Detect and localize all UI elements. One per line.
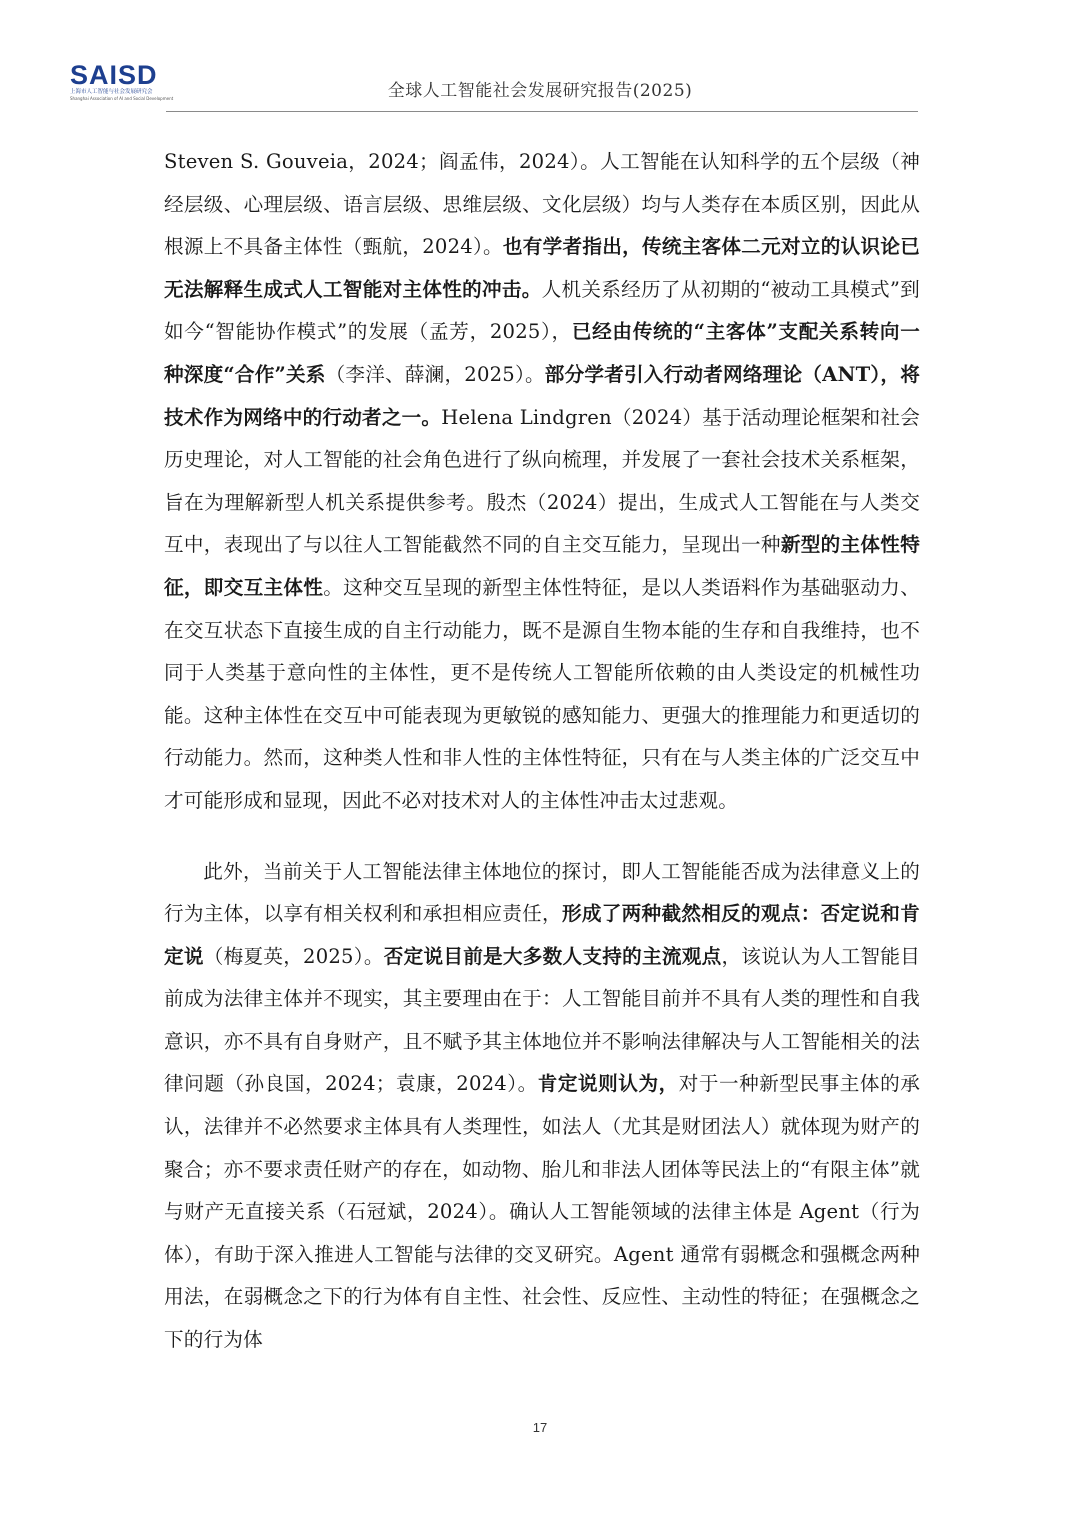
emphasis-text: 部分学者引入行动者网络理论（ANT），将技术作为网络中的行动者之一。	[164, 362, 920, 429]
emphasis-text: 形成了两种截然相反的观点：否定说和肯定说	[164, 902, 920, 968]
emphasis-text: 否定说目前是大多数人支持的主流观点	[383, 944, 722, 968]
header-divider	[166, 111, 918, 112]
saisd-logo	[70, 60, 174, 104]
body-text: ，该说认为人工智能目前成为法律主体并不现实，其主要理由在于：人工智能目前并不具有人类的理性和自我意识，亦不具有自身财产，且不赋予其主体地位并不影响法律解决与人工智能相关的法律问题（孙良国，2024；袁康，2024）。	[164, 944, 921, 1096]
page-body	[164, 141, 920, 1362]
body-text: Helena Lindgren（2024）基于活动理论框架和社会历史理论，对人工智能的社会角色进行了纵向梳理，并发展了一套社会技术关系框架，旨在为理解新型人机关系提供参考。殷杰（2024）提出，生成式人工智能在与人类交互中，表现出了与以往人工智能截然不同的自主交互能力，呈现出一种	[164, 405, 920, 557]
emphasis-text: 新型的主体性特征，即交互主体性	[164, 533, 920, 599]
body-text: （梅夏英，2025）。	[203, 944, 384, 968]
logo-subtitle-en: Shanghai Association of AI and Social Development	[70, 96, 174, 101]
body-paragraph-1	[164, 141, 920, 823]
body-text: 对于一种新型民事主体的承认，法律并不必然要求主体具有人类理性，如法人（尤其是财团法人）就体现为财产的聚合；亦不要求责任财产的存在，如动物、胎儿和非法人团体等民法上的“有限主体”就与财产无直接关系（石冠斌，2024）。确认人工智能领域的法律主体是 Agent（行为体），有助于深入推进人工智能与法律的交叉研究。Agent 通常有弱概念和强概念两种用法，在弱概念之下的行为体有自主性、社会性、反应性、主动性的特征；在强概念之下的行为体	[164, 1072, 920, 1352]
page-header	[0, 0, 1080, 120]
body-paragraph-2	[164, 851, 920, 1362]
body-text: （李洋、薛澜，2025）。	[325, 362, 545, 386]
emphasis-text: 也有学者指出，传统主客体二元对立的认识论已无法解释生成式人工智能对主体性的冲击。	[164, 235, 920, 301]
logo-subtitle: 上海市人工智能与社会发展研究会	[70, 89, 153, 95]
paragraph-gap	[164, 823, 920, 851]
body-text: 此外，当前关于人工智能法律主体地位的探讨，即人工智能能否成为法律意义上的行为主体，以享有相关权利和承担相应责任，	[164, 859, 920, 926]
emphasis-text: 已经由传统的“主客体”支配关系转向一种深度“合作”关系	[164, 320, 920, 386]
body-text: Steven S. Gouveia，2024；阎孟伟，2024）。人工智能在认知科学的五个层级（神经层级、心理层级、语言层级、思维层级、文化层级）均与人类存在本质区别，因此从根源上不具备主体性（甄航，2024）。	[164, 150, 920, 259]
emphasis-text: 肯定说则认为，	[537, 1072, 679, 1096]
page-number: 17	[532, 1420, 548, 1435]
body-text: 人机关系经历了从初期的“被动工具模式”到如今“智能协作模式”的发展（孟芳，2025），	[164, 277, 920, 344]
report-title: 全球人工智能社会发展研究报告(2025)	[387, 81, 693, 101]
body-text: 。这种交互呈现的新型主体性特征，是以人类语料作为基础驱动力、在交互状态下直接生成的自主行动能力，既不是源自生物本能的生存和自我维持，也不同于人类基于意向性的主体性，更不是传统人工智能所依赖的由人类设定的机械性功能。这种主体性在交互中可能表现为更敏锐的感知能力、更强大的推理能力和更适切的行动能力。然而，这种类人性和非人性的主体性特征，只有在与人类主体的广泛交互中才可能形成和显现，因此不必对技术对人的主体性冲击太过悲观。	[164, 575, 920, 812]
logo-mark: SAISD	[70, 60, 158, 90]
